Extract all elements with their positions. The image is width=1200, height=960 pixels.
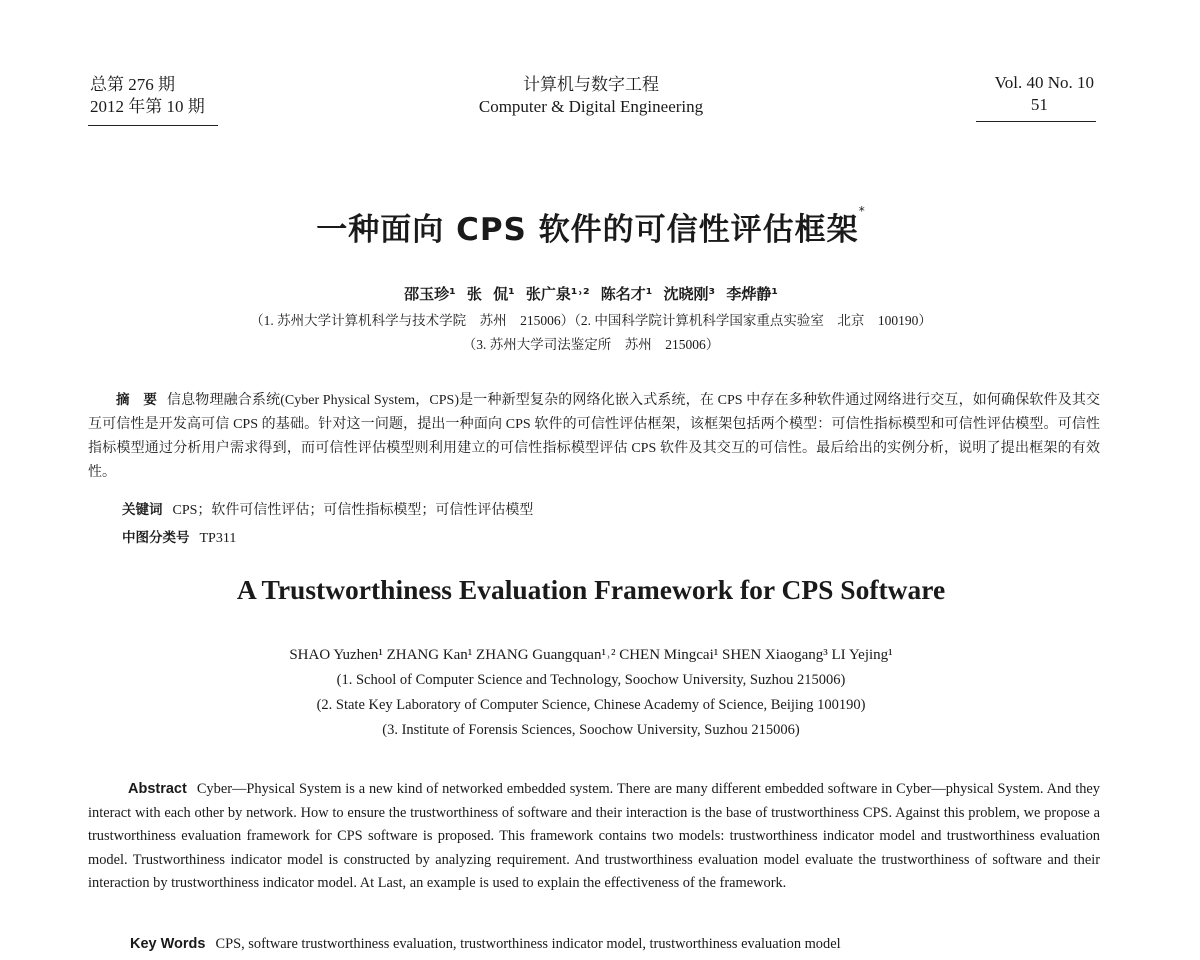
authors-en: SHAO Yuzhen¹ ZHANG Kan¹ ZHANG Guangquan¹˒² CHEN Mingcai¹ SHEN Xiaogang³ LI Yejing¹ [289,647,893,663]
affiliation-en-2: (2. State Key Laboratory of Computer Science, Chinese Academy of Science, Beijing 100190) [316,697,866,713]
issue-total: 总第 276 期 [90,75,175,94]
journal-name-en: Computer & Digital Engineering [478,97,704,116]
affiliation-cn-1: （1. 苏州大学计算机科学与技术学院 苏州 215006）（2. 中国科学院计算机科学国家重点实验室 北京 100190） [250,313,932,328]
authors-cn: 邵玉珍¹ 张 侃¹ 张广泉¹˒² 陈名才¹ 沈晓刚³ 李烨静¹ [404,285,778,303]
keywords-cn-label: 关键词 [122,502,163,518]
affiliation-cn-2: （3. 苏州大学司法鉴定所 苏州 215006） [462,337,720,352]
keywords-cn-text: CPS；软件可信性评估；可信性指标模型；可信性评估模型 [172,503,534,518]
header-rule-left [88,125,218,126]
keywords-en-label: Key Words [130,936,206,952]
paper-title-en: A Trustworthiness Evaluation Framework for CPS Software [236,574,946,605]
abstract-cn-text: 信息物理融合系统(Cyber Physical System，CPS)是一种新型复杂的网络化嵌入式系统，在 CPS 中存在多种软件通过网络进行交互，如何确保软件及其交互可信性是开发高可信 CPS 的基础。针对这一问题，提出一种面向 CPS 软件的可信性评估框架，该框架包括两个模型：可信性指标模型和可信性评估模型。可信性指标模型通过分析用户需求得到，而可信性评估模型则利用建立的可信性指标模型评估 CPS 软件及其交互的可信性。最后给出的实例分析，说明了提出框架的有效性。 [88,393,1101,480]
abstract-en-label: Abstract [128,781,187,797]
journal-name-cn: 计算机与数字工程 [523,75,659,94]
keywords-en-text: CPS, software trustworthiness evaluation, trustworthiness indicator model, trustworthiness evaluation model [215,936,841,952]
abstract-cn-label: 摘 要 [116,392,157,408]
paper-title-cn-text: 一种面向 CPS 软件的可信性评估框架 [316,212,859,248]
classification-cn-code: TP311 [199,531,237,546]
abstract-en-text: Cyber—Physical System is a new kind of networked embedded system. There are many different embedded software in Cyber—physical System. And they interact with each other by network. How to ensure the trustworthiness of software and their interaction is the base of trustworthiness CPS. Against this problem, we propose a trustworthiness evaluation framework for CPS software is proposed. This framework contains two models: trustworthiness indicator model and trustworthiness evaluation model. Trustworthiness indicator model is constructed by analyzing requirement. And trustworthiness evaluation model evaluate the trustworthiness of software and their interaction by trustworthiness indicator model. At Last, an example is used to explain the effectiveness of the framework. [88,781,1100,891]
abstract-cn [88,388,1100,485]
abstract-en [88,778,1100,896]
classification-cn [122,528,1134,549]
keywords-en [130,934,1142,954]
header-rule-right [976,121,1096,122]
affiliation-en-3: (3. Institute of Forensis Sciences, Soochow University, Suzhou 215006) [382,722,800,738]
keywords-cn [122,500,1134,521]
volume-number: Vol. 40 No. 10 [994,73,1094,92]
classification-cn-label: 中图分类号 [122,530,190,546]
issue-year: 2012 年第 10 期 [90,97,205,116]
header-volume-info [995,72,1094,116]
paper-title-cn [0,204,1182,249]
title-footnote-mark: * [858,204,866,218]
page-number: 51 [1030,95,1048,114]
affiliation-en-1: (1. School of Computer Science and Technology, Soochow University, Suzhou 215006) [336,672,846,688]
